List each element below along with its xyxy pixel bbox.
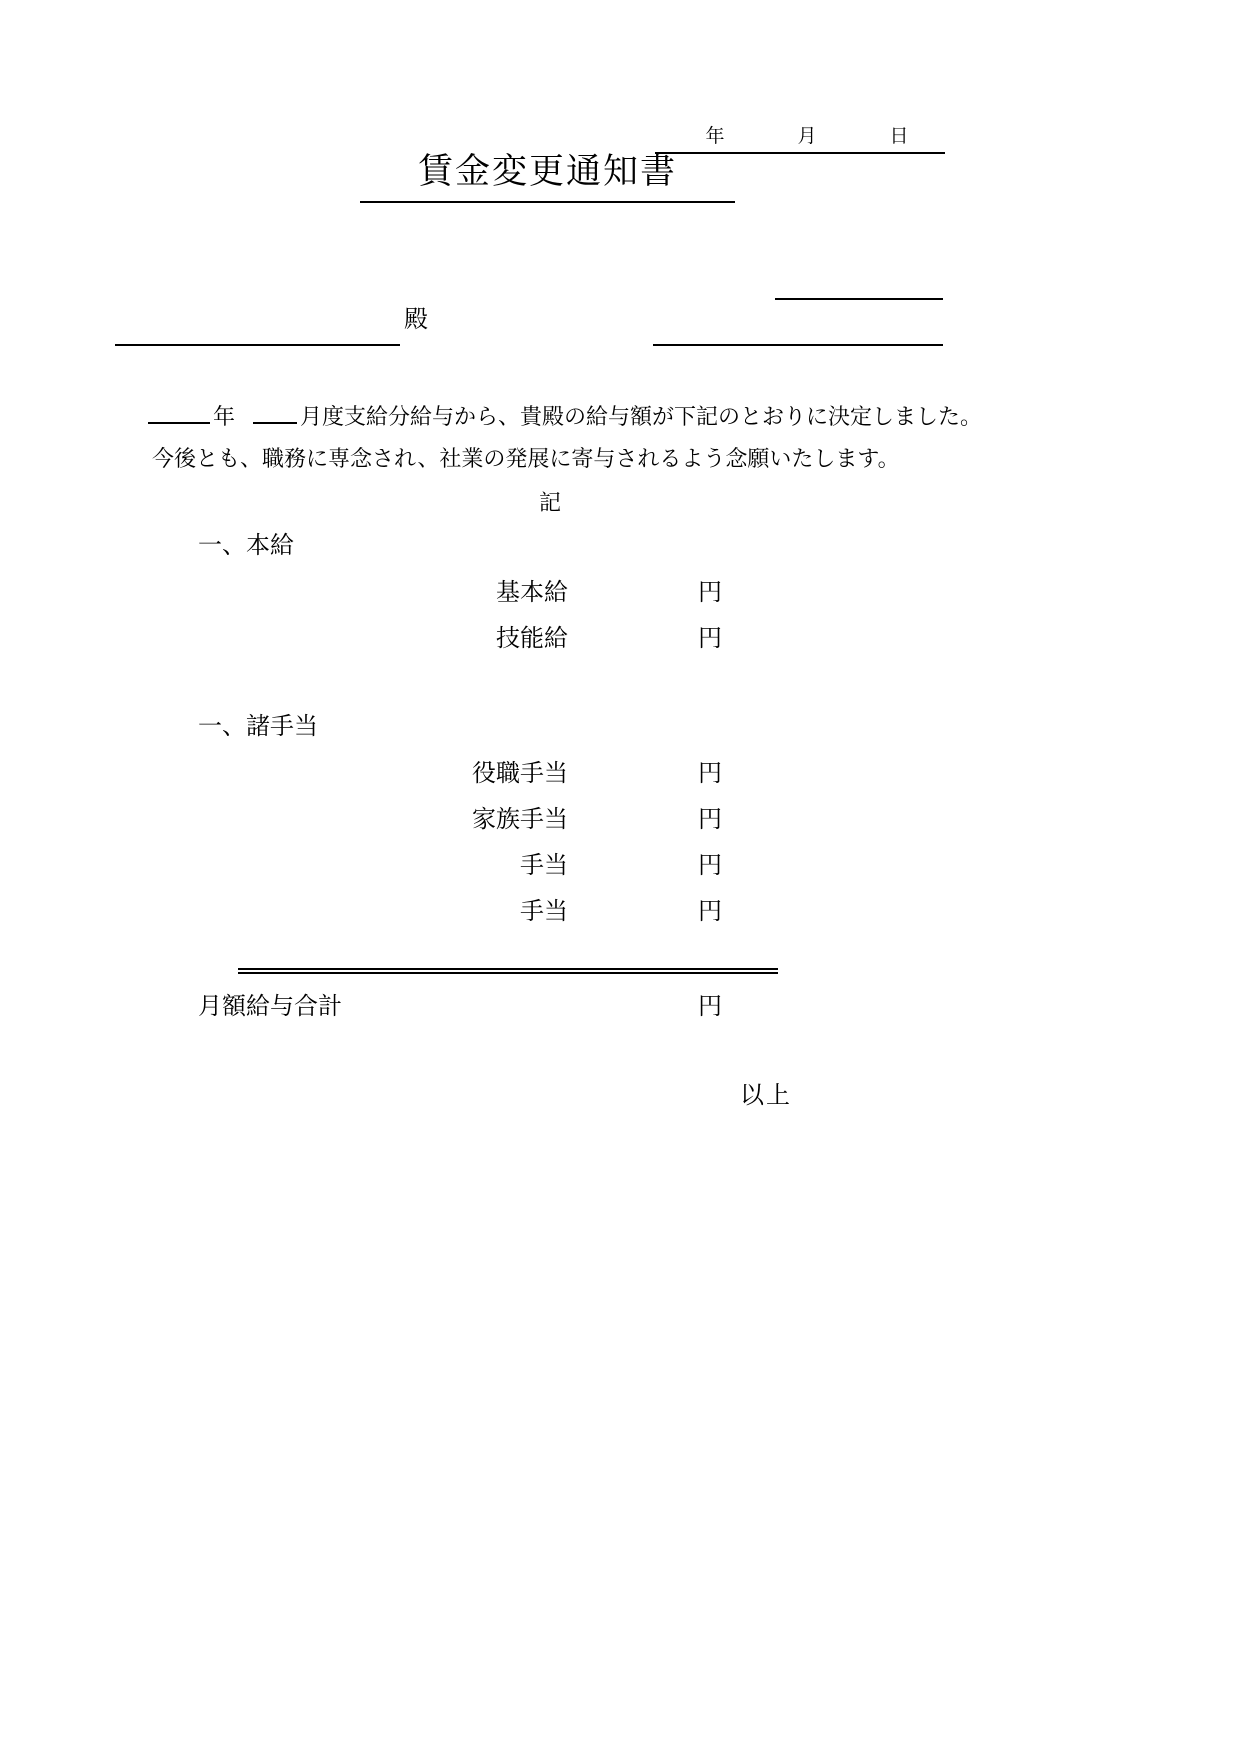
body-paragraph-1 — [148, 396, 982, 428]
allowance-row-blank-2-label: 手当 — [520, 898, 568, 925]
date-line[interactable] — [655, 116, 945, 154]
body-month-blank[interactable] — [253, 396, 297, 424]
body-year-unit: 年 — [213, 404, 236, 429]
total-double-rule — [238, 968, 778, 974]
total-row-unit: 円 — [698, 993, 722, 1020]
allowance-row-blank-1-label: 手当 — [520, 852, 568, 879]
section-heading-allowances: 一、諸手当 — [198, 713, 318, 740]
pay-row-basic — [198, 581, 758, 611]
memo-marker: 記 — [538, 490, 561, 515]
pay-row-skill — [198, 627, 758, 657]
body-year-blank[interactable] — [148, 396, 210, 424]
pay-row-skill-unit: 円 — [698, 625, 722, 652]
sender-company-blank-line[interactable] — [775, 276, 943, 300]
allowance-row-family-label: 家族手当 — [472, 806, 568, 833]
addressee-name-blank-line[interactable] — [115, 322, 400, 346]
pay-row-basic-unit: 円 — [698, 579, 722, 606]
allowance-row-family-unit: 円 — [698, 806, 722, 833]
closing-text: 以上 — [740, 1082, 792, 1109]
date-year-unit: 年 — [705, 126, 725, 147]
allowance-row-family — [198, 808, 758, 838]
allowance-row-blank-1-unit: 円 — [698, 852, 722, 879]
allowance-row-blank-2 — [198, 900, 758, 930]
allowance-row-blank-1 — [198, 854, 758, 884]
body-paragraph-2: 今後とも、職務に専念され、社業の発展に寄与されるよう念願いたします。 — [152, 446, 900, 471]
date-month-unit: 月 — [797, 126, 817, 147]
page-title: 賃金変更通知書 — [360, 150, 735, 203]
allowance-row-blank-2-unit: 円 — [698, 898, 722, 925]
date-day-unit: 日 — [889, 126, 909, 147]
pay-row-basic-label: 基本給 — [496, 579, 568, 606]
pay-row-skill-label: 技能給 — [496, 625, 568, 652]
allowance-row-position-unit: 円 — [698, 760, 722, 787]
sender-name-blank-line[interactable] — [653, 322, 943, 346]
total-row-label: 月額給与合計 — [198, 993, 342, 1020]
addressee-honorific: 殿 — [404, 306, 428, 333]
allowance-row-position-label: 役職手当 — [472, 760, 568, 787]
body-paragraph-1-text: 月度支給分給与から、貴殿の給与額が下記のとおりに決定しました。 — [300, 404, 983, 429]
section-heading-base-pay: 一、本給 — [198, 532, 294, 559]
allowance-row-position — [198, 762, 758, 792]
total-row — [198, 995, 758, 1025]
